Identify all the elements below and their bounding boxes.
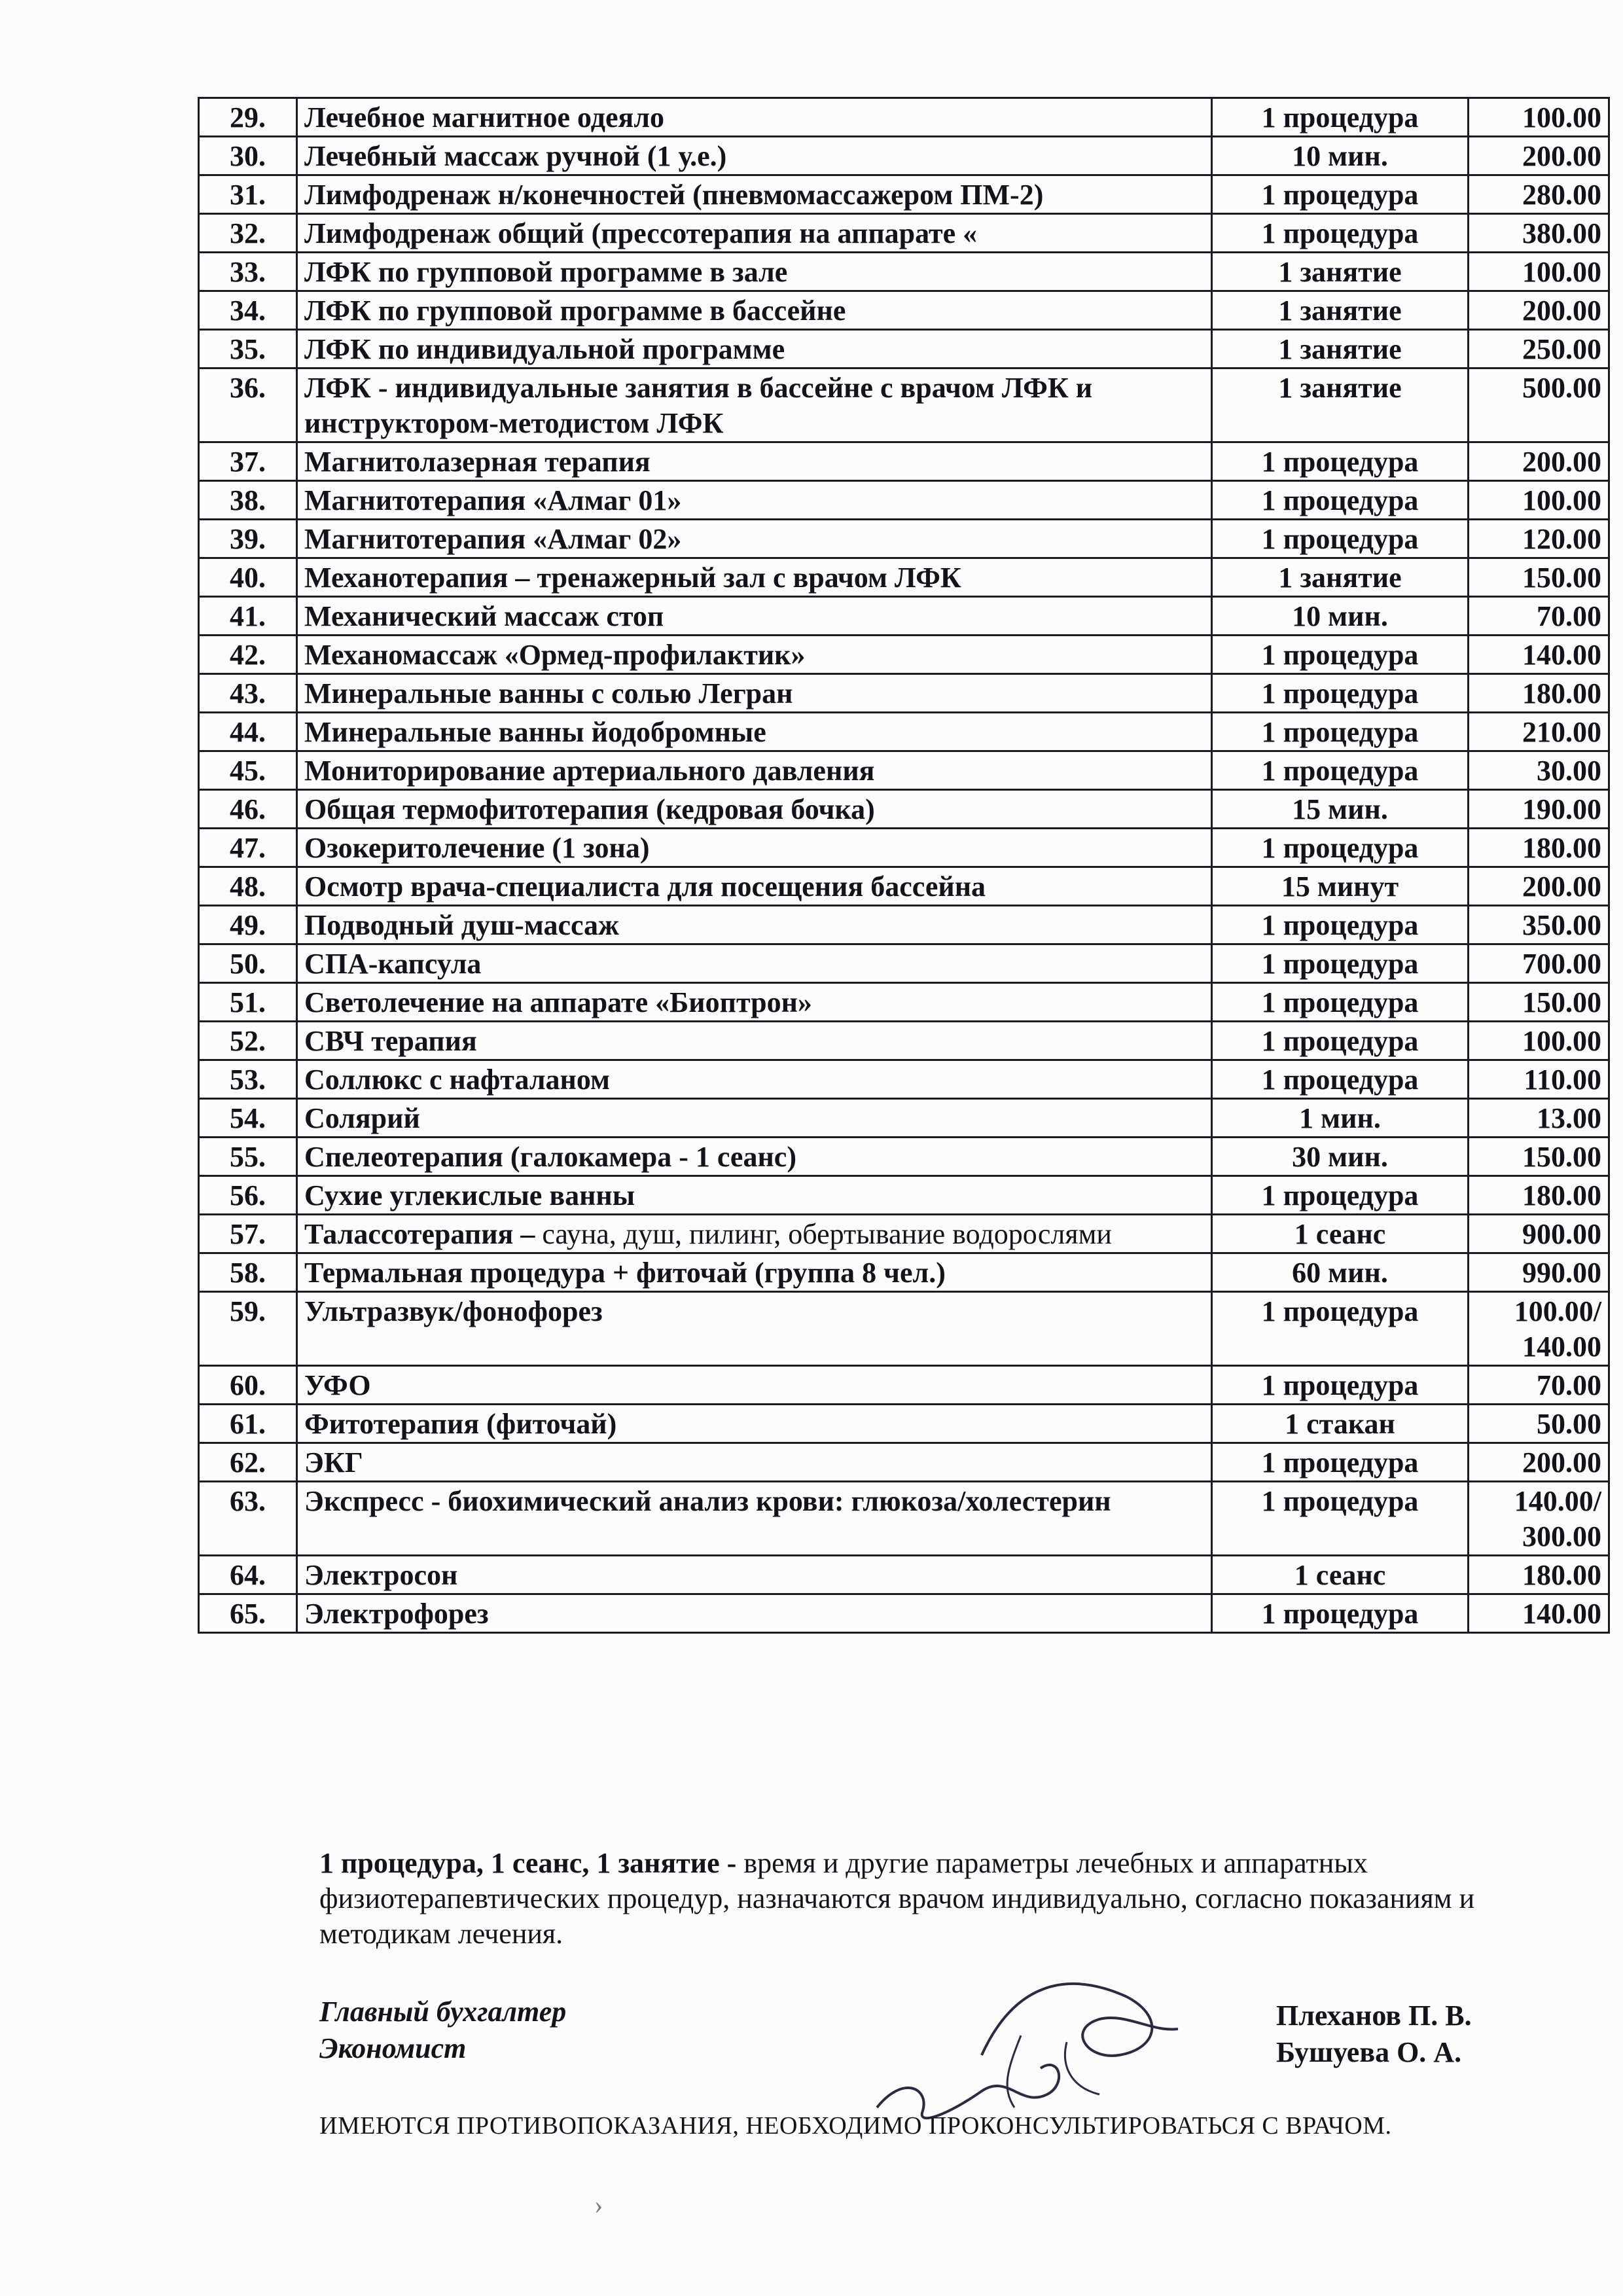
service-unit: 1 занятие xyxy=(1212,558,1469,597)
service-price: 500.00 xyxy=(1469,368,1609,442)
table-row xyxy=(199,214,1609,253)
row-number: 38. xyxy=(199,481,297,520)
service-unit: 1 занятие xyxy=(1212,368,1469,442)
stray-mark: › xyxy=(594,2190,603,2219)
service-name-text: Термальная процедура + фиточай (группа 8 чел.) xyxy=(304,1257,946,1289)
table-row xyxy=(199,253,1609,291)
service-unit: 1 процедура xyxy=(1212,1366,1469,1405)
service-unit: 10 мин. xyxy=(1212,597,1469,636)
service-price: 100.00 xyxy=(1469,1022,1609,1060)
service-price: 100.00/ 140.00 xyxy=(1469,1292,1609,1366)
name-bushueva: Бушуева О. А. xyxy=(1276,2036,1462,2068)
table-row xyxy=(199,1176,1609,1215)
service-unit: 1 процедура xyxy=(1212,1022,1469,1060)
handwritten-signature xyxy=(851,1957,1217,2127)
service-name xyxy=(297,1138,1212,1176)
service-name-text: ЛФК - индивидуальные занятия в бассейне с врачом ЛФК и инструктором-методистом ЛФК xyxy=(304,372,1093,439)
service-price: 250.00 xyxy=(1469,330,1609,368)
service-name xyxy=(297,867,1212,906)
service-price: 180.00 xyxy=(1469,674,1609,713)
price-table-body xyxy=(199,98,1609,1633)
service-name xyxy=(297,330,1212,368)
service-name-text: УФО xyxy=(304,1369,371,1401)
service-name xyxy=(297,481,1212,520)
table-row xyxy=(199,1366,1609,1405)
service-name-text: Сухие углекислые ванны xyxy=(304,1179,635,1211)
service-name xyxy=(297,520,1212,558)
service-price: 13.00 xyxy=(1469,1099,1609,1138)
row-number: 57. xyxy=(199,1215,297,1253)
service-price: 380.00 xyxy=(1469,214,1609,253)
service-price: 900.00 xyxy=(1469,1215,1609,1253)
row-number: 33. xyxy=(199,253,297,291)
service-name xyxy=(297,597,1212,636)
service-unit: 1 процедура xyxy=(1212,636,1469,674)
service-unit: 1 процедура xyxy=(1212,520,1469,558)
name-plekhanov: Плеханов П. В. xyxy=(1276,2000,1472,2032)
service-name xyxy=(297,1405,1212,1443)
table-row xyxy=(199,1443,1609,1482)
service-name xyxy=(297,636,1212,674)
service-name xyxy=(297,1482,1212,1556)
service-price: 110.00 xyxy=(1469,1060,1609,1099)
service-unit: 1 занятие xyxy=(1212,291,1469,330)
service-name-text: Магнитотерапия «Алмаг 01» xyxy=(304,484,682,516)
row-number: 56. xyxy=(199,1176,297,1215)
service-price: 50.00 xyxy=(1469,1405,1609,1443)
table-row xyxy=(199,1482,1609,1556)
row-number: 30. xyxy=(199,137,297,175)
row-number: 61. xyxy=(199,1405,297,1443)
service-name-text: Механический массаж стоп xyxy=(304,600,664,632)
service-unit: 1 процедура xyxy=(1212,713,1469,751)
service-name-text: Соллюкс с нафталаном xyxy=(304,1064,611,1096)
table-row xyxy=(199,520,1609,558)
table-row xyxy=(199,790,1609,829)
service-name-text: ЛФК по групповой программе в зале xyxy=(304,256,788,288)
service-name xyxy=(297,713,1212,751)
service-unit: 1 процедура xyxy=(1212,751,1469,790)
service-unit: 1 занятие xyxy=(1212,253,1469,291)
service-name xyxy=(297,137,1212,175)
service-unit: 1 процедура xyxy=(1212,1594,1469,1633)
table-row xyxy=(199,442,1609,481)
row-number: 37. xyxy=(199,442,297,481)
service-name-text: Лечебное магнитное одеяло xyxy=(304,101,664,134)
service-price: 200.00 xyxy=(1469,867,1609,906)
service-unit: 1 процедура xyxy=(1212,674,1469,713)
service-unit: 1 процедура xyxy=(1212,481,1469,520)
service-name xyxy=(297,983,1212,1022)
service-name-text: Лечебный массаж ручной (1 у.е.) xyxy=(304,140,727,172)
row-number: 54. xyxy=(199,1099,297,1138)
service-name xyxy=(297,1176,1212,1215)
service-name xyxy=(297,1366,1212,1405)
table-row xyxy=(199,98,1609,137)
table-row xyxy=(199,1253,1609,1292)
service-name-text: Солярий xyxy=(304,1102,420,1134)
row-number: 62. xyxy=(199,1443,297,1482)
service-price: 210.00 xyxy=(1469,713,1609,751)
service-unit: 1 процедура xyxy=(1212,175,1469,214)
service-name xyxy=(297,558,1212,597)
table-row xyxy=(199,481,1609,520)
service-unit: 1 процедура xyxy=(1212,442,1469,481)
service-name-text: Осмотр врача-специалиста для посещения бассейна xyxy=(304,870,986,903)
footnote xyxy=(319,1846,1543,1952)
service-name-text: Электрофорез xyxy=(304,1598,489,1630)
table-row xyxy=(199,751,1609,790)
row-number: 51. xyxy=(199,983,297,1022)
role-chief-accountant: Главный бухгалтер xyxy=(319,1996,567,2028)
service-price: 150.00 xyxy=(1469,1138,1609,1176)
service-unit: 1 занятие xyxy=(1212,330,1469,368)
service-name-text: Минеральные ванны с солью Легран xyxy=(304,677,793,709)
service-name-text: Электросон xyxy=(304,1559,458,1591)
table-row xyxy=(199,558,1609,597)
service-unit: 1 процедура xyxy=(1212,1443,1469,1482)
service-price: 180.00 xyxy=(1469,1556,1609,1594)
service-name xyxy=(297,98,1212,137)
service-name xyxy=(297,368,1212,442)
table-row xyxy=(199,1556,1609,1594)
row-number: 35. xyxy=(199,330,297,368)
service-name-text: ЛФК по индивидуальной программе xyxy=(304,333,785,365)
service-price: 150.00 xyxy=(1469,558,1609,597)
service-unit: 1 стакан xyxy=(1212,1405,1469,1443)
service-name-text: СВЧ терапия xyxy=(304,1025,477,1057)
service-name-text: Лимфодренаж н/конечностей (пневмомассажером ПМ-2) xyxy=(304,179,1044,211)
service-price: 30.00 xyxy=(1469,751,1609,790)
service-unit: 1 процедура xyxy=(1212,829,1469,867)
table-row xyxy=(199,368,1609,442)
service-unit: 1 процедура xyxy=(1212,906,1469,944)
service-price: 200.00 xyxy=(1469,291,1609,330)
service-name xyxy=(297,1292,1212,1366)
service-price: 140.00/ 300.00 xyxy=(1469,1482,1609,1556)
service-price: 180.00 xyxy=(1469,1176,1609,1215)
row-number: 55. xyxy=(199,1138,297,1176)
service-price: 200.00 xyxy=(1469,137,1609,175)
service-price: 100.00 xyxy=(1469,98,1609,137)
service-unit: 15 мин. xyxy=(1212,790,1469,829)
service-name-text: Спелеотерапия (галокамера - 1 сеанс) xyxy=(304,1141,796,1173)
row-number: 47. xyxy=(199,829,297,867)
row-number: 39. xyxy=(199,520,297,558)
service-price: 100.00 xyxy=(1469,481,1609,520)
service-name-text: Минеральные ванны йодобромные xyxy=(304,716,766,748)
service-unit: 1 процедура xyxy=(1212,1176,1469,1215)
service-name-text: Ультразвук/фонофорез xyxy=(304,1295,603,1327)
service-price: 280.00 xyxy=(1469,175,1609,214)
table-row xyxy=(199,867,1609,906)
service-name xyxy=(297,1099,1212,1138)
table-row xyxy=(199,713,1609,751)
service-name-text: Фитотерапия (фиточай) xyxy=(304,1408,617,1440)
service-price: 150.00 xyxy=(1469,983,1609,1022)
service-price: 140.00 xyxy=(1469,1594,1609,1633)
service-price: 120.00 xyxy=(1469,520,1609,558)
row-number: 53. xyxy=(199,1060,297,1099)
row-number: 34. xyxy=(199,291,297,330)
service-unit: 60 мин. xyxy=(1212,1253,1469,1292)
table-row xyxy=(199,1215,1609,1253)
row-number: 44. xyxy=(199,713,297,751)
service-name xyxy=(297,790,1212,829)
service-name xyxy=(297,175,1212,214)
service-name-text: Мониторирование артериального давления xyxy=(304,755,875,787)
service-price: 990.00 xyxy=(1469,1253,1609,1292)
service-unit: 1 мин. xyxy=(1212,1099,1469,1138)
service-unit: 1 процедура xyxy=(1212,944,1469,983)
row-number: 59. xyxy=(199,1292,297,1366)
table-row xyxy=(199,944,1609,983)
service-name xyxy=(297,1556,1212,1594)
service-name-text: Магнитолазерная терапия xyxy=(304,446,651,478)
service-unit: 1 процедура xyxy=(1212,983,1469,1022)
service-name xyxy=(297,906,1212,944)
service-name xyxy=(297,944,1212,983)
service-unit: 1 сеанс xyxy=(1212,1215,1469,1253)
table-row xyxy=(199,1594,1609,1633)
service-name xyxy=(297,291,1212,330)
service-unit: 1 процедура xyxy=(1212,1292,1469,1366)
row-number: 49. xyxy=(199,906,297,944)
signature-roles xyxy=(319,1994,566,2067)
row-number: 52. xyxy=(199,1022,297,1060)
service-name-text: Озокеритолечение (1 зона) xyxy=(304,832,650,864)
table-row xyxy=(199,636,1609,674)
service-name-detail: сауна, душ, пилинг, обертывание водорослями xyxy=(535,1218,1112,1250)
table-row xyxy=(199,674,1609,713)
row-number: 58. xyxy=(199,1253,297,1292)
service-unit: 1 процедура xyxy=(1212,1482,1469,1556)
footnote-bold: 1 процедура, 1 сеанс, 1 занятие - xyxy=(319,1847,737,1879)
service-unit: 10 мин. xyxy=(1212,137,1469,175)
service-name xyxy=(297,1253,1212,1292)
service-name-text: Лимфодренаж общий (прессотерапия на аппарате « xyxy=(304,217,978,249)
service-name xyxy=(297,1215,1212,1253)
table-row xyxy=(199,1292,1609,1366)
service-price: 350.00 xyxy=(1469,906,1609,944)
service-name-text: Магнитотерапия «Алмаг 02» xyxy=(304,523,682,555)
service-price: 140.00 xyxy=(1469,636,1609,674)
row-number: 45. xyxy=(199,751,297,790)
row-number: 32. xyxy=(199,214,297,253)
service-price: 200.00 xyxy=(1469,442,1609,481)
service-name-text: Механотерапия – тренажерный зал с врачом ЛФК xyxy=(304,562,961,594)
service-name xyxy=(297,1060,1212,1099)
row-number: 63. xyxy=(199,1482,297,1556)
service-name-text: ЭКГ xyxy=(304,1446,363,1479)
service-unit: 1 процедура xyxy=(1212,214,1469,253)
service-price: 200.00 xyxy=(1469,1443,1609,1482)
table-row xyxy=(199,983,1609,1022)
service-unit: 1 процедура xyxy=(1212,98,1469,137)
row-number: 43. xyxy=(199,674,297,713)
service-name-text: Подводный душ-массаж xyxy=(304,909,619,941)
service-unit: 15 минут xyxy=(1212,867,1469,906)
service-name-text: СПА-капсула xyxy=(304,948,482,980)
table-row xyxy=(199,1138,1609,1176)
row-number: 40. xyxy=(199,558,297,597)
table-row xyxy=(199,597,1609,636)
service-name xyxy=(297,214,1212,253)
service-price: 180.00 xyxy=(1469,829,1609,867)
service-name-text: Механомассаж «Ормед-профилактик» xyxy=(304,639,806,671)
price-table xyxy=(198,97,1610,1634)
service-unit: 1 сеанс xyxy=(1212,1556,1469,1594)
service-name xyxy=(297,829,1212,867)
row-number: 41. xyxy=(199,597,297,636)
table-row xyxy=(199,829,1609,867)
table-row xyxy=(199,1099,1609,1138)
service-price: 70.00 xyxy=(1469,597,1609,636)
service-name-text: Светолечение на аппарате «Биоптрон» xyxy=(304,986,812,1018)
service-price: 190.00 xyxy=(1469,790,1609,829)
row-number: 42. xyxy=(199,636,297,674)
service-name-text: Талассотерапия – xyxy=(304,1218,535,1250)
service-price: 700.00 xyxy=(1469,944,1609,983)
row-number: 65. xyxy=(199,1594,297,1633)
service-unit: 30 мин. xyxy=(1212,1138,1469,1176)
role-economist: Экономист xyxy=(319,2032,467,2064)
service-name xyxy=(297,442,1212,481)
table-row xyxy=(199,1022,1609,1060)
table-row xyxy=(199,137,1609,175)
row-number: 46. xyxy=(199,790,297,829)
row-number: 48. xyxy=(199,867,297,906)
service-name xyxy=(297,1022,1212,1060)
service-name xyxy=(297,253,1212,291)
service-name xyxy=(297,751,1212,790)
service-name xyxy=(297,1594,1212,1633)
row-number: 50. xyxy=(199,944,297,983)
service-name-text: Общая термофитотерапия (кедровая бочка) xyxy=(304,793,875,825)
table-row xyxy=(199,291,1609,330)
service-name xyxy=(297,1443,1212,1482)
row-number: 64. xyxy=(199,1556,297,1594)
service-name xyxy=(297,674,1212,713)
table-row xyxy=(199,906,1609,944)
row-number: 60. xyxy=(199,1366,297,1405)
row-number: 29. xyxy=(199,98,297,137)
service-unit: 1 процедура xyxy=(1212,1060,1469,1099)
table-row xyxy=(199,1060,1609,1099)
row-number: 36. xyxy=(199,368,297,442)
row-number: 31. xyxy=(199,175,297,214)
contraindications-warning: ИМЕЮТСЯ ПРОТИВОПОКАЗАНИЯ, НЕОБХОДИМО ПРОКОНСУЛЬТИРОВАТЬСЯ С ВРАЧОМ. xyxy=(319,2112,1392,2140)
footnote-text: время и другие параметры лечебных и аппаратных физиотерапевтических процедур, назначаются врачом индивидуально, согласно показаниям и методикам лечения. xyxy=(319,1847,1475,1950)
service-price: 70.00 xyxy=(1469,1366,1609,1405)
table-row xyxy=(199,1405,1609,1443)
table-row xyxy=(199,330,1609,368)
service-name-text: Экспресс - биохимический анализ крови: глюкоза/холестерин xyxy=(304,1485,1111,1517)
signature-names xyxy=(1276,1998,1472,2071)
table-row xyxy=(199,175,1609,214)
service-name-text: ЛФК по групповой программе в бассейне xyxy=(304,295,846,327)
service-price: 100.00 xyxy=(1469,253,1609,291)
